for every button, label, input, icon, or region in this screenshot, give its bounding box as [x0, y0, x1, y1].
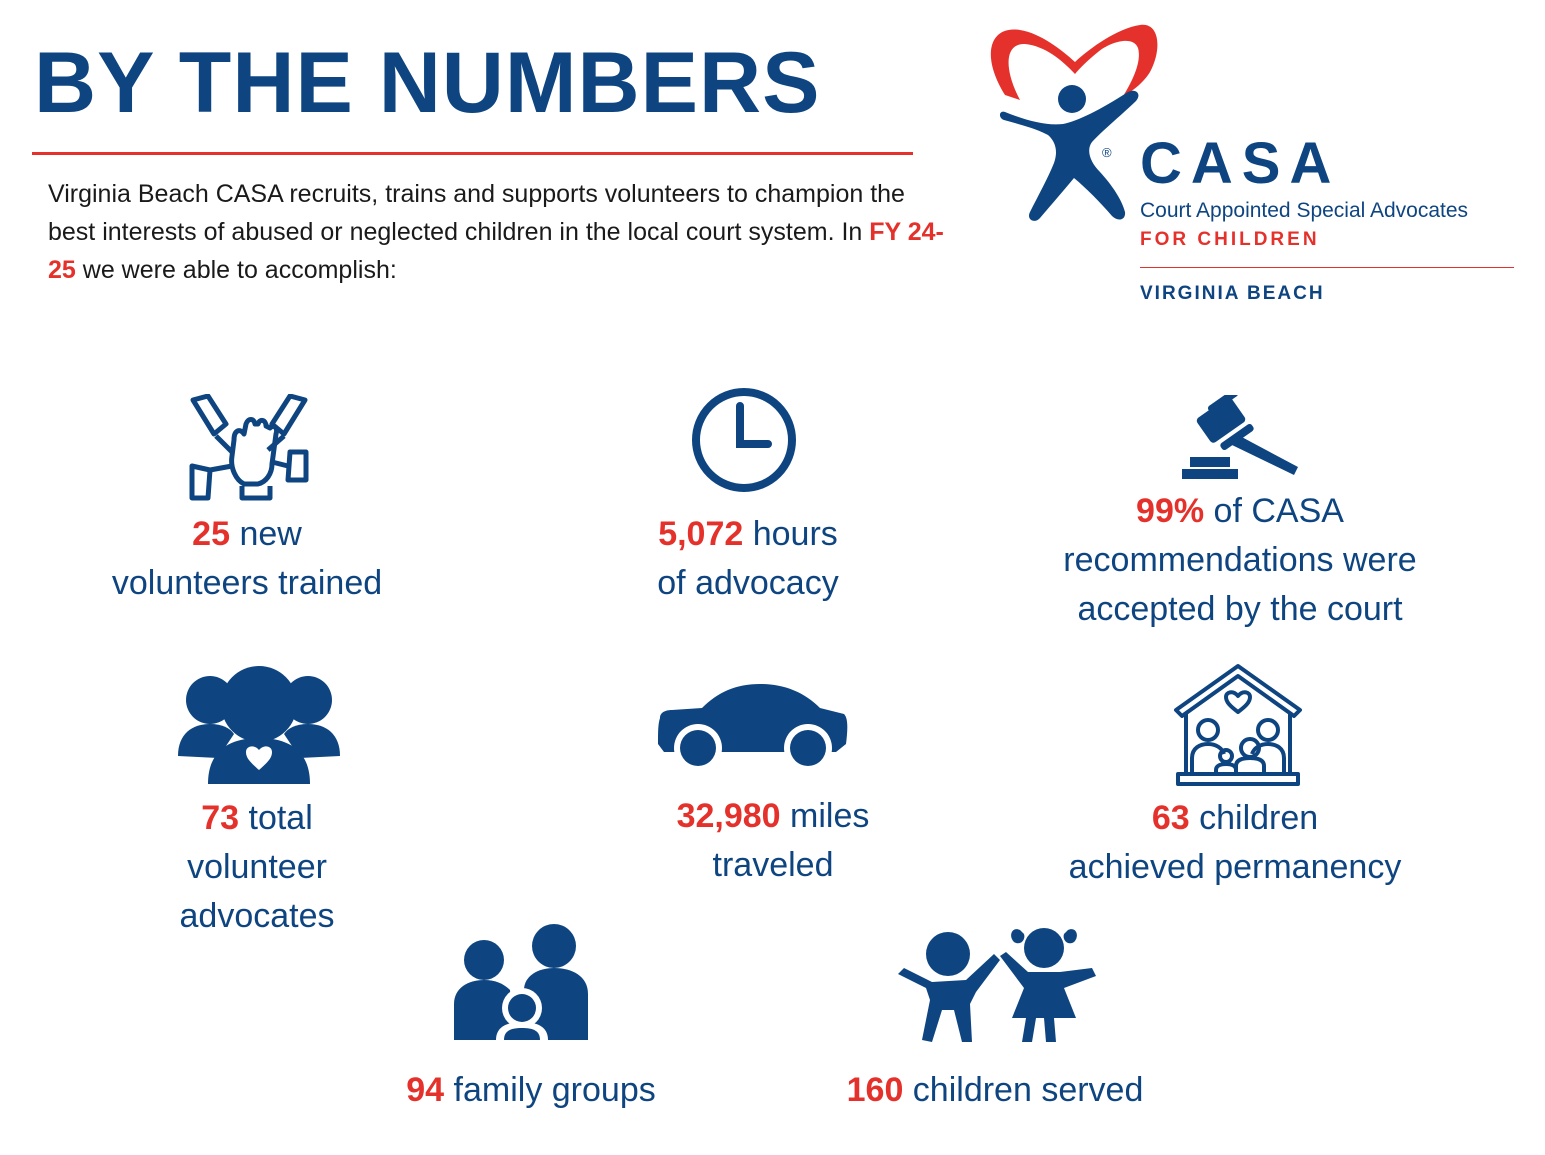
- stat-permanency-line1: [1000, 794, 1470, 843]
- people-heart-icon: [178, 666, 340, 784]
- intro-text-end: we were able to accomplish:: [75, 256, 397, 284]
- stat-recommendations-line1: [1000, 487, 1480, 536]
- logo-for-children: FOR CHILDREN: [1140, 229, 1320, 250]
- stat-recommendations-number: 99%: [1136, 492, 1205, 530]
- stat-volunteers-trained-line1: [72, 510, 422, 559]
- stat-recommendations-text: of CASA: [1204, 492, 1344, 530]
- intro-text-start: Virginia Beach CASA recruits, trains and supports volunteers to champion the best interests of abused or neglected children in the local court system. In: [48, 180, 905, 246]
- stat-miles-number: 32,980: [676, 797, 781, 835]
- stat-advocates-line2: volunteer: [187, 848, 327, 886]
- stat-children-served-line1: [818, 1066, 1172, 1115]
- clock-icon: [688, 384, 800, 496]
- stat-advocates-line3: advocates: [179, 897, 335, 935]
- stat-children-served-number: 160: [846, 1071, 904, 1109]
- stat-advocates-text: total: [239, 799, 313, 837]
- stat-permanency-number: 63: [1151, 799, 1190, 837]
- stat-miles-text: miles: [780, 797, 870, 835]
- stat-miles-line1: [638, 792, 908, 841]
- stat-permanency: [1000, 794, 1470, 892]
- stat-volunteers-trained-line2: volunteers trained: [111, 564, 383, 602]
- stat-hours-number: 5,072: [658, 515, 744, 553]
- stat-permanency-text: children: [1189, 799, 1319, 837]
- stat-hours-text: hours: [743, 515, 838, 553]
- logo-wordmark: CASA: [1140, 131, 1341, 196]
- stat-family-groups-line1: [374, 1066, 688, 1115]
- stat-recommendations-line3: accepted by the court: [1077, 590, 1403, 628]
- logo-subtitle: Court Appointed Special Advocates: [1140, 199, 1469, 222]
- fiscal-year-highlight: FY 24-25: [48, 218, 944, 284]
- stat-advocates-number: 73: [201, 799, 240, 837]
- stat-children-served: [818, 1066, 1172, 1115]
- stat-volunteers-trained: [72, 510, 422, 608]
- stat-permanency-line2: achieved permanency: [1068, 848, 1402, 886]
- stat-children-served-text: children served: [903, 1071, 1144, 1109]
- stat-recommendations-line2: recommendations were: [1063, 541, 1417, 579]
- family-icon: [454, 922, 590, 1042]
- stat-family-groups: [374, 1066, 688, 1115]
- house-family-icon: [1172, 662, 1304, 788]
- car-icon: [656, 682, 850, 772]
- children-icon: [896, 918, 1102, 1048]
- stat-family-groups-number: 94: [406, 1071, 445, 1109]
- stat-family-groups-text: family groups: [444, 1071, 656, 1109]
- stat-volunteers-trained-number: 25: [192, 515, 230, 553]
- stat-recommendations: [1000, 487, 1480, 634]
- stat-hours-line1: [598, 510, 898, 559]
- stat-hours-line2: of advocacy: [657, 564, 839, 602]
- stat-advocates: [122, 794, 392, 941]
- stat-miles: [638, 792, 908, 890]
- page-title: BY THE NUMBERS: [34, 35, 821, 131]
- intro-paragraph: [48, 175, 948, 289]
- title-divider: [32, 152, 913, 155]
- gavel-icon: [1180, 395, 1302, 485]
- stat-advocates-line1: [122, 794, 392, 843]
- stat-hours: [598, 510, 898, 608]
- logo-divider: [1140, 267, 1514, 268]
- stat-volunteers-trained-text: new: [230, 515, 302, 553]
- hands-together-icon: [188, 394, 310, 502]
- logo-location: VIRGINIA BEACH: [1140, 283, 1325, 304]
- registered-mark: ®: [1102, 145, 1112, 160]
- stat-miles-line2: traveled: [712, 846, 834, 884]
